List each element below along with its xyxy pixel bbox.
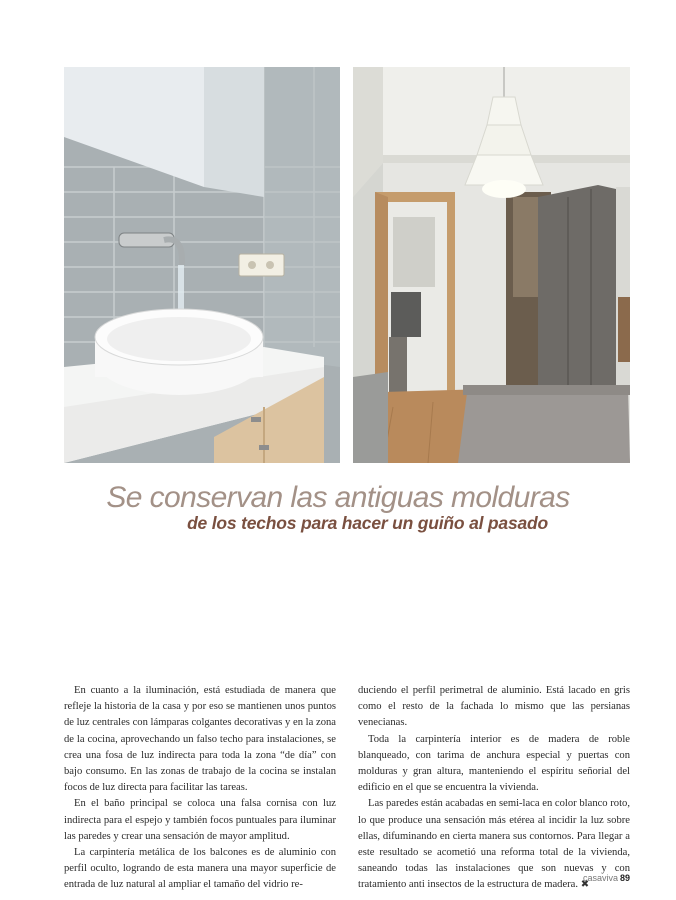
bathroom-photo — [64, 67, 340, 463]
paragraph: La carpintería metálica de los balcones es de aluminio con perfil oculto, logrando de esta manera una mayor superficie de entrada de luz natural al ampliar el tamaño del vidrio re- — [64, 847, 336, 891]
magazine-name: casaviva — [582, 873, 618, 883]
paragraph: En el baño principal se coloca una falsa cornisa con luz indirecta para el espejo y también focos puntuales para iluminar las paredes y crear una sensación de mayor amplitud. — [64, 798, 336, 842]
page-number: 89 — [619, 873, 630, 883]
text-column-right — [358, 683, 630, 894]
pullquote-line-2: de los techos para hacer un guiño al pasado — [187, 513, 548, 533]
pullquote-line-1: Se conservan las antiguas molduras — [106, 481, 570, 514]
page-footer — [583, 873, 630, 883]
text-column-left — [64, 683, 336, 894]
paragraph: duciendo el perfil perimetral de aluminio. Está lacado en gris como el resto de la fachada lo mismo que las persianas venecianas. — [358, 685, 630, 729]
bedroom-photo — [353, 67, 630, 463]
paragraph-text: Las paredes están acabadas en semi-laca en color blanco roto, lo que produce una sensación más etérea al incidir la luz sobre ellas, difuminando en cierta manera sus contornos. Para llegar a este resultado se acometió una reforma total de la vivienda, saneando todas las instalaciones que son nuevas y con tratamiento anti insectos de la estructura de madera. — [358, 798, 630, 891]
end-mark-icon: ✖ — [580, 879, 590, 891]
paragraph: Toda la carpintería interior es de madera de roble blanqueado, con tarima de anchura especial y puertas con molduras y gran altura, manteniendo el espíritu señorial del edificio en el que se encuentra la vivienda. — [358, 733, 630, 794]
paragraph: En cuanto a la iluminación, está estudiada de manera que refleje la historia de la casa y por eso se mantienen unos puntos de luz centrales con lámparas colgantes decorativas y en la zona de la cocina, aprovechando un falso techo para instalaciones, se crea una fosa de luz indirecta para toda la zona “de día” con bajo consumo. En las zonas de trabajo de la cocina se instalan focos de luz directa para facilitar las tareas. — [64, 685, 336, 794]
